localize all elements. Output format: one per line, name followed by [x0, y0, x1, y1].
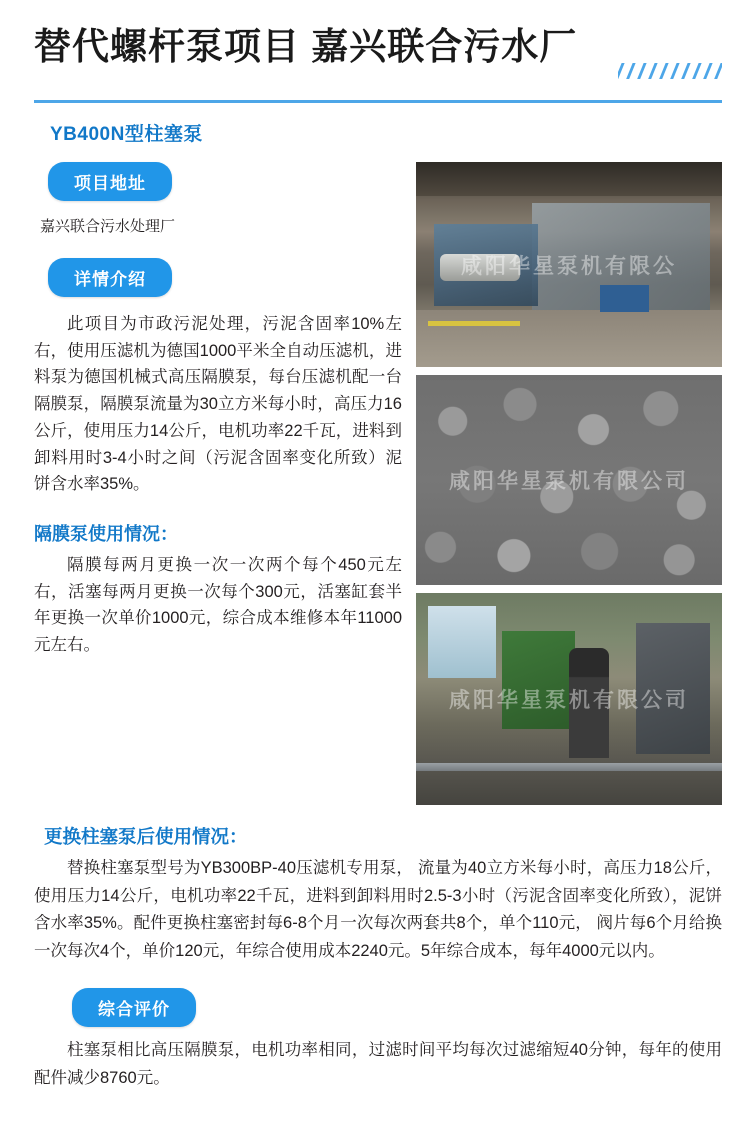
after-replacement-text: 替换柱塞泵型号为YB300BP-40压滤机专用泵， 流量为40立方米每小时，高压力18公斤，使用压力14公斤，电机功率22千瓦，进料到卸料用时2.5-3小时（污泥含固率变化所致），泥饼含水率35%。配件更换柱塞密封每6-8个月一次每次两套共8个，单个110元， 阀片每6个月给换一次每次4个，单价120元，年综合使用成本2240元。5年综合成本，每年4000元以内。	[34, 859, 722, 961]
page-title: 替代螺杆泵项目 嘉兴联合污水厂	[34, 26, 578, 67]
photo3-pump-unit	[502, 631, 575, 729]
photo2-watermark: 咸阳华星泵机有限公司	[449, 470, 689, 493]
details-text: 此项目为市政污泥处理，污泥含固率10%左右，使用压滤机为德国1000平米全自动压滤机，进料泵为德国机械式高压隔膜泵，每台压滤机配一台隔膜泵，隔膜泵流量为30立方米每小时，高压力16公斤，使用压力14公斤，电机功率22千瓦，进料到卸料用时3-4小时之间（污泥含固率变化所致）泥饼含水率35%。	[34, 315, 402, 494]
photo3-watermark: 咸阳华星泵机有限公司	[449, 689, 689, 712]
address-pill-wrap	[48, 162, 402, 201]
section-pill-address: 项目地址	[48, 162, 172, 201]
page-subtitle: YB400N型柱塞泵	[50, 124, 203, 145]
photo-sludge-cake-pile	[416, 375, 722, 585]
after-replacement-heading: 更换柱塞泵后使用情况：	[44, 826, 248, 847]
evaluation-pill-wrap	[72, 988, 722, 1027]
photo1-cylinder	[440, 254, 520, 281]
after-replacement-section	[0, 823, 750, 966]
section-pill-evaluation: 综合评价	[72, 988, 196, 1027]
diaphragm-usage-heading: 隔膜泵使用情况：	[34, 524, 178, 545]
photo1-watermark: 咸阳华星泵机有限公	[461, 254, 677, 278]
photo1-blue-crate	[600, 285, 649, 312]
photo1-ceiling-beam	[416, 162, 722, 196]
main-content	[0, 162, 750, 805]
left-column	[34, 162, 402, 805]
diaphragm-usage-text: 隔膜每两月更换一次一次两个每个450元左右，活塞每两月更换一次每个300元，活塞缸套半年更换一次单价1000元，综合成本维修本年11000元左右。	[34, 556, 402, 655]
photo-operator-at-pump	[416, 593, 722, 805]
photo3-sky	[428, 606, 495, 678]
photo3-operator	[569, 648, 609, 758]
photo3-control-panel	[636, 623, 709, 754]
evaluation-text: 柱塞泵相比高压隔膜泵，电机功率相同，过滤时间平均每次过滤缩短40分钟，每年的使用配件减少8760元。	[34, 1040, 722, 1087]
photo-filter-press-hall	[416, 162, 722, 367]
photo1-safety-line	[428, 321, 520, 326]
evaluation-section	[0, 988, 750, 1092]
page-header	[0, 0, 750, 96]
hatch-decoration-icon	[618, 63, 722, 79]
details-pill-wrap	[48, 258, 402, 297]
photo-column	[416, 162, 722, 805]
header-divider	[34, 100, 722, 103]
section-pill-details: 详情介绍	[48, 258, 172, 297]
photo1-floor	[416, 310, 722, 367]
photo3-ground	[416, 771, 722, 805]
address-text: 嘉兴联合污水处理厂	[40, 218, 176, 235]
